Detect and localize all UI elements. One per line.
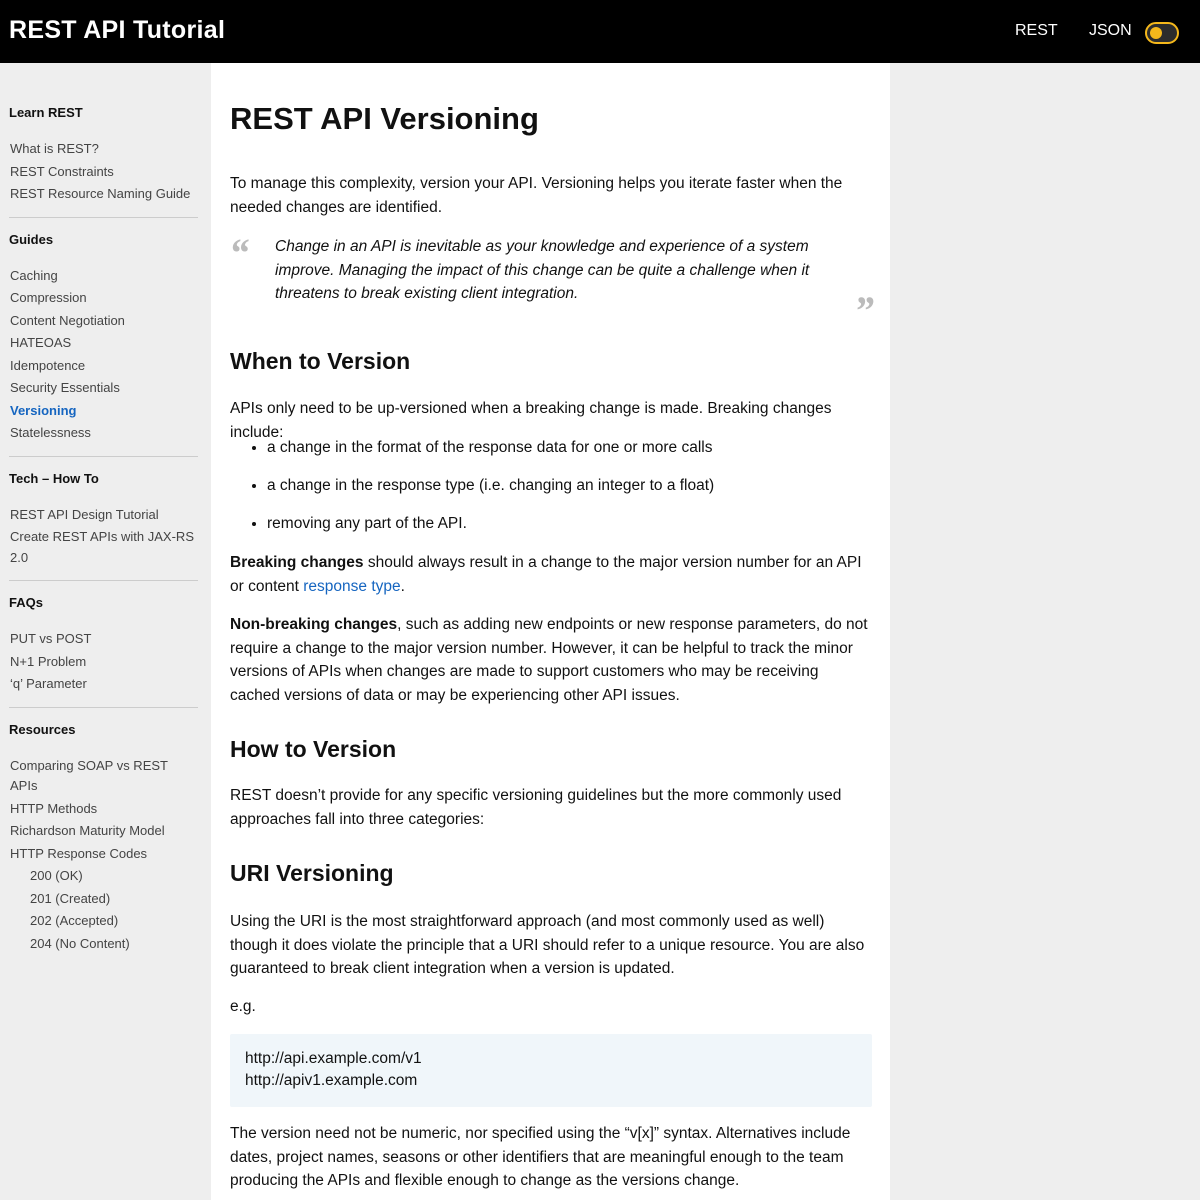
sidebar-item-n-plus-1[interactable]: N+1 Problem bbox=[10, 653, 87, 669]
sidebar-subitem-202[interactable]: 202 (Accepted) bbox=[30, 913, 119, 928]
sidebar-item-caching[interactable]: Caching bbox=[10, 267, 58, 283]
sidebar-item-jax-rs[interactable]: Create REST APIs with JAX-RS 2.0 bbox=[10, 529, 194, 565]
sidebar-item-q-parameter[interactable]: ‘q’ Parameter bbox=[10, 676, 87, 691]
version-paragraph: The version need not be numeric, nor specified using the “v[x]” syntax. Alternatives include dates, project names, seasons or other identifiers that are meaningful enough to the team producing the APIs and flexible enough to change as the versions change. bbox=[230, 1125, 851, 1189]
open-quote-icon: “ bbox=[229, 230, 249, 275]
sidebar-item-api-design-tutorial[interactable]: REST API Design Tutorial bbox=[10, 506, 159, 522]
sidebar-item-content-negotiation[interactable]: Content Negotiation bbox=[10, 312, 125, 328]
uri-paragraph: Using the URI is the most straightforward approach (and most commonly used as well) though it does violate the principle that a URI should refer to a unique resource. You are also guaranteed to break client integration when a version is updated. bbox=[230, 913, 865, 977]
sidebar-item-security-essentials[interactable]: Security Essentials bbox=[10, 380, 120, 395]
list-item: • a change in the format of the response data for one or more calls bbox=[267, 436, 872, 460]
page-title: REST API Versioning bbox=[230, 101, 539, 136]
sidebar-heading: Resources bbox=[9, 721, 76, 737]
site-title[interactable]: REST API Tutorial bbox=[9, 16, 226, 44]
breaking-end: . bbox=[400, 577, 405, 595]
list-item: • a change in the response type (i.e. changing an integer to a float) bbox=[267, 474, 872, 498]
intro-paragraph: To manage this complexity, version your API. Versioning helps you iterate faster when the needed changes are identified. bbox=[230, 175, 843, 216]
section-heading-when: When to Version bbox=[230, 348, 411, 374]
breaking-changes-list bbox=[230, 436, 872, 551]
toggle-knob bbox=[1150, 27, 1162, 39]
sidebar-group-tech-how-to bbox=[9, 457, 198, 582]
sidebar-subitem-204[interactable]: 204 (No Content) bbox=[30, 935, 130, 951]
list-item: • removing any part of the API. bbox=[267, 512, 872, 536]
sidebar-group-guides bbox=[9, 218, 198, 457]
breaking-bold: Breaking changes bbox=[230, 554, 364, 571]
eg-text: e.g. bbox=[230, 998, 256, 1015]
sidebar-item-put-vs-post[interactable]: PUT vs POST bbox=[10, 631, 92, 646]
sidebar-group-faqs bbox=[9, 581, 198, 708]
quote-text: Change in an API is inevitable as your knowledge and experience of a system improve. Managing the impact of this change can be quite a challenge when it threatens to break existing client integration. bbox=[275, 238, 810, 302]
close-quote-icon: ” bbox=[854, 288, 874, 333]
section-heading-how: How to Version bbox=[230, 736, 397, 762]
code-block bbox=[230, 1034, 872, 1107]
breaking-paragraph bbox=[230, 551, 872, 598]
sidebar-group-resources bbox=[9, 708, 198, 967]
nonbreaking-bold: Non-breaking changes bbox=[230, 616, 398, 633]
sidebar-heading: FAQs bbox=[9, 595, 43, 610]
sidebar-heading: Tech – How To bbox=[9, 470, 99, 486]
sidebar-item-idempotence[interactable]: Idempotence bbox=[10, 357, 86, 373]
sidebar-item-hateoas[interactable]: HATEOAS bbox=[10, 335, 72, 350]
nonbreaking-text: , such as adding new endpoints or new response parameters, do not require a change to the major version number. However, it can be helpful to track the minor versions of APIs when changes are made to support customers who may be receiving cached versions of data or may be experiencing other API issues. bbox=[230, 616, 868, 704]
nonbreaking-paragraph bbox=[230, 613, 872, 707]
sidebar-item-versioning[interactable]: Versioning bbox=[10, 402, 77, 418]
sidebar-item-statelessness[interactable]: Statelessness bbox=[10, 425, 91, 440]
code-line: http://apiv1.example.com bbox=[245, 1071, 418, 1089]
sidebar-heading: Guides bbox=[9, 231, 54, 247]
top-header bbox=[0, 0, 1200, 63]
theme-toggle[interactable] bbox=[1145, 22, 1179, 44]
sidebar-item-rest-constraints[interactable]: REST Constraints bbox=[10, 163, 114, 179]
sidebar-item-http-methods[interactable]: HTTP Methods bbox=[10, 800, 98, 816]
section-heading-uri: URI Versioning bbox=[230, 860, 394, 886]
sidebar-item-http-response-codes[interactable]: HTTP Response Codes bbox=[10, 845, 148, 861]
sidebar-item-what-is-rest[interactable]: What is REST? bbox=[10, 141, 99, 156]
response-type-link[interactable]: response type bbox=[303, 577, 401, 595]
sidebar-item-resource-naming[interactable]: REST Resource Naming Guide bbox=[10, 186, 191, 201]
sidebar-item-soap-vs-rest[interactable]: Comparing SOAP vs REST APIs bbox=[10, 757, 168, 793]
sidebar-subitem-200[interactable]: 200 (OK) bbox=[30, 868, 83, 883]
sidebar-group-learn-rest bbox=[9, 63, 198, 218]
right-gutter bbox=[890, 63, 1200, 1200]
sidebar-item-compression[interactable]: Compression bbox=[10, 290, 87, 305]
breaking-text: should always result in a change to the major version number for an API or content bbox=[230, 554, 862, 595]
pull-quote bbox=[229, 230, 874, 333]
when-paragraph: APIs only need to be up-versioned when a breaking change is made. Breaking changes include: bbox=[230, 400, 832, 441]
sidebar-heading: Learn REST bbox=[9, 105, 83, 120]
sidebar bbox=[0, 63, 210, 1200]
how-paragraph: REST doesn’t provide for any specific versioning guidelines but the more commonly used approaches fall into three categories: bbox=[230, 787, 842, 828]
sidebar-item-richardson[interactable]: Richardson Maturity Model bbox=[10, 823, 165, 838]
nav-rest-link[interactable]: REST bbox=[1015, 22, 1058, 39]
code-line: http://api.example.com/v1 bbox=[245, 1050, 422, 1067]
sidebar-subitem-201[interactable]: 201 (Created) bbox=[30, 890, 111, 906]
article-content bbox=[211, 63, 890, 1200]
nav-json-link[interactable]: JSON bbox=[1089, 22, 1132, 39]
